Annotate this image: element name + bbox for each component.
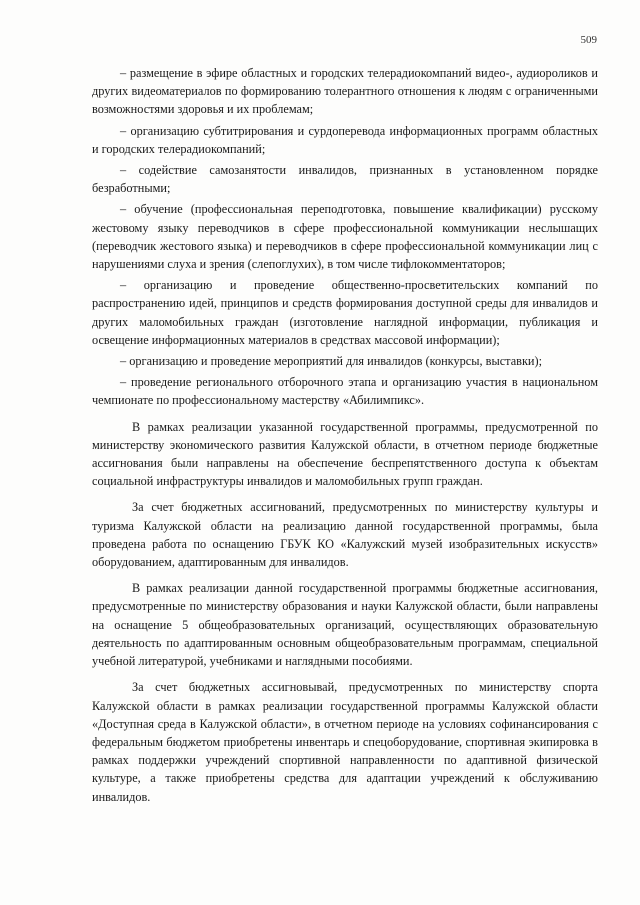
list-item: – обучение (профессиональная переподготовка, повышение квалификации) русскому жестовому языку переводчиков в сфере профессиональной коммуникации неслышащих (переводчик жестового языка) и переводчиков в сфере профессиональной коммуникации лиц с нарушениями слуха и зрения (слепоглухих), в том числе тифлокомментаторов; bbox=[92, 202, 598, 272]
document-body bbox=[92, 64, 598, 806]
paragraph: В рамках реализации указанной государственной программы, предусмотренной по министерству экономического развития Калужской области, в отчетном периоде бюджетные ассигнования были направлены на обеспечение беспрепятственного доступа к объектам социальной инфраструктуры инвалидов и маломобильных групп граждан. bbox=[92, 419, 598, 489]
paragraph: За счет бюджетных ассигнований, предусмотренных по министерству культуры и туризма Калужской области на реализацию данной государственной программы, была проведена работа по оснащению ГБУК КО «Калужский музей изобразительных искусств» оборудованием, адаптированным для инвалидов. bbox=[92, 500, 598, 570]
list-item: – размещение в эфире областных и городских телерадиокомпаний видео-, аудиороликов и других видеоматериалов по формированию толерантного отношения к людям с ограниченными возможностями здоровья и их проблемам; bbox=[92, 66, 598, 117]
list-item: – организацию субтитрирования и сурдоперевода информационных программ областных и городских телерадиокомпаний; bbox=[92, 123, 598, 156]
paragraph: В рамках реализации данной государственной программы бюджетные ассигнования, предусмотренные по министерству образования и науки Калужской области, были направлены на оснащение 5 общеобразовательных организаций, осуществляющих образовательную деятельность по адаптированным основным общеобразовательным программам, специальной учебной литературой, учебниками и наглядными пособиями. bbox=[92, 581, 598, 669]
list-item: – проведение регионального отборочного этапа и организацию участия в национальном чемпионате по профессиональному мастерству «Абилимпикс». bbox=[92, 375, 598, 408]
list-item: – содействие самозанятости инвалидов, признанных в установленном порядке безработными; bbox=[92, 163, 598, 196]
page-number: 509 bbox=[580, 34, 597, 46]
list-item: – организацию и проведение общественно-просветительских компаний по распространению идей, принципов и средств формирования доступной среды для инвалидов и других маломобильных граждан (изготовление наглядной информации, публикация и освещение информационных материалов в средствах массовой информации); bbox=[92, 278, 598, 347]
paragraph: За счет бюджетных ассигновывай, предусмотренных по министерству спорта Калужской области в рамках реализации государственной программы Калужской области «Доступная среда в Калужской области», в отчетном периоде на условиях софинансирования с федеральным бюджетом приобретены инвентарь и спецоборудование, спортивная экипировка в рамках поддержки учреждений спортивной направленности по адаптивной физической культуре, а также приобретены средства для адаптации учреждений к обслуживанию инвалидов. bbox=[92, 680, 598, 804]
list-item: – организацию и проведение мероприятий для инвалидов (конкурсы, выставки); bbox=[120, 354, 543, 369]
